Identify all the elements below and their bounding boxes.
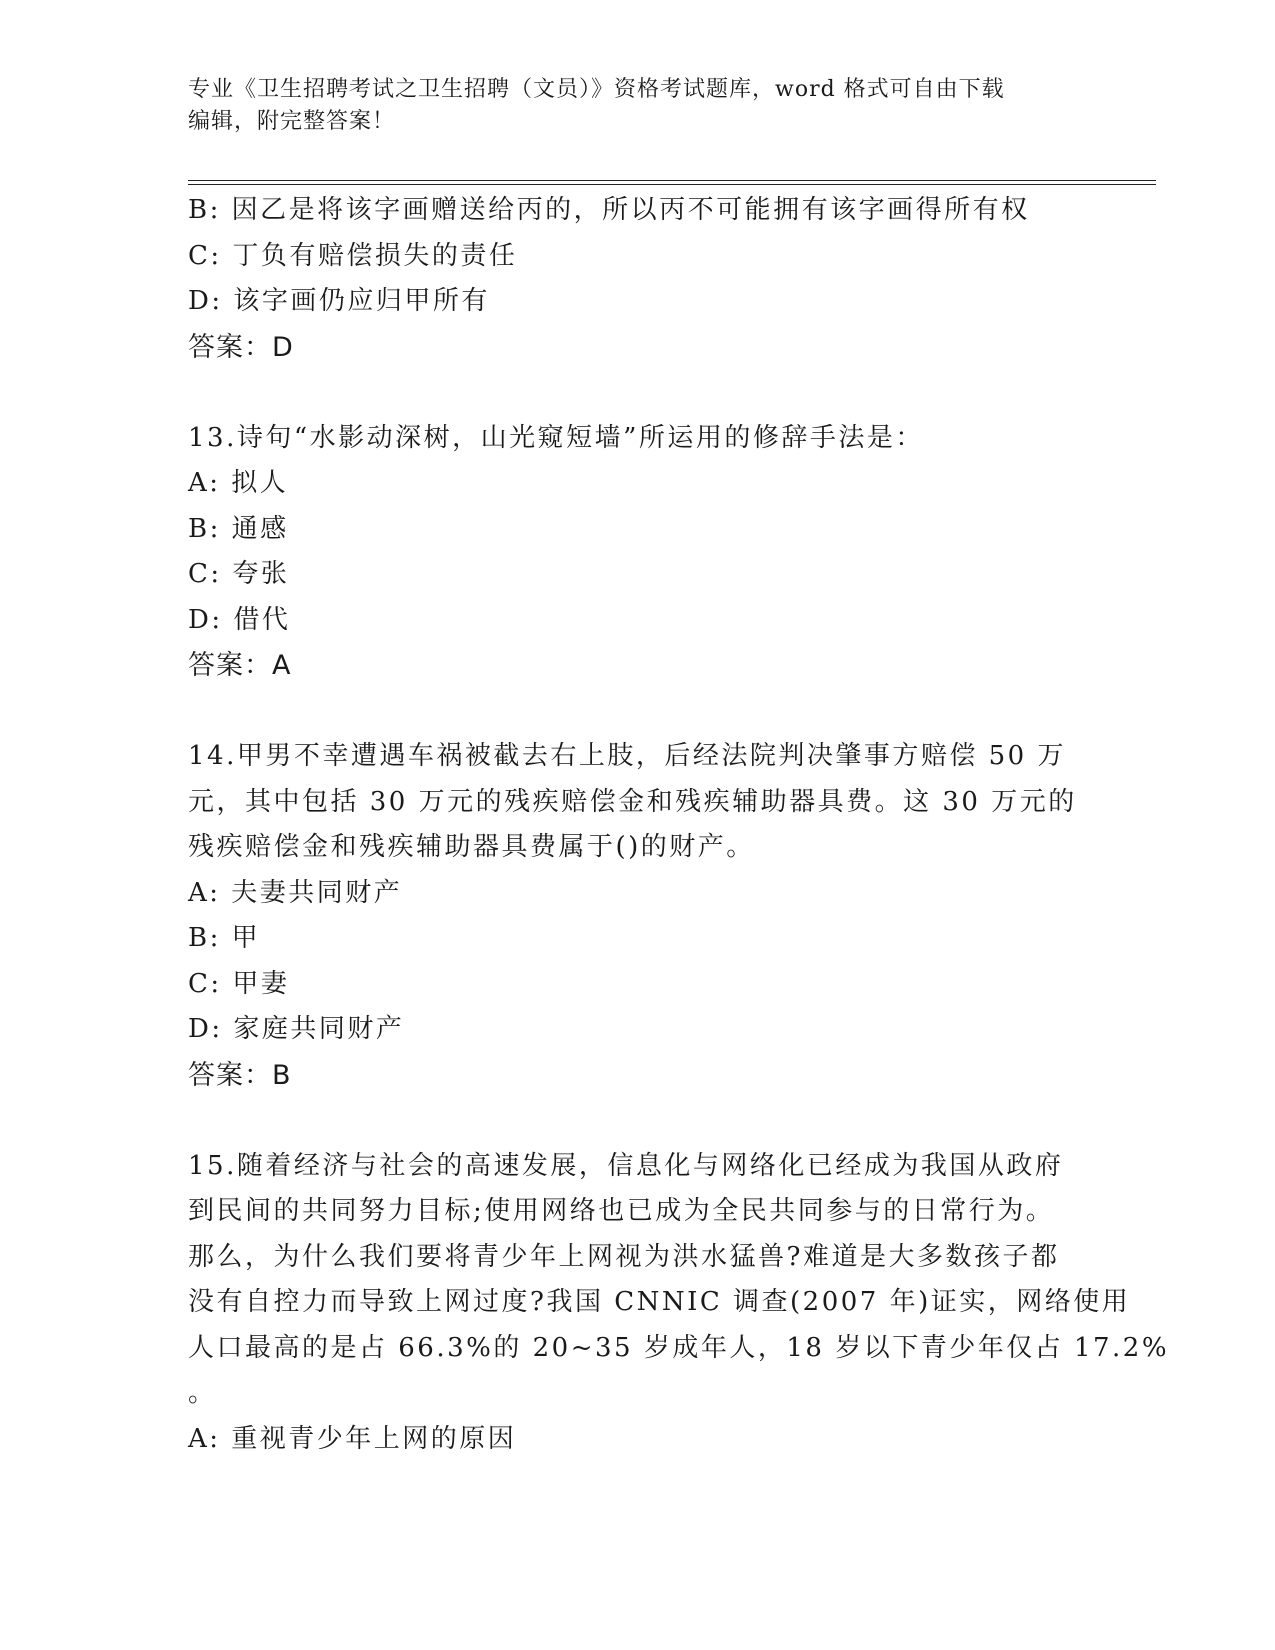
q15-stem-line-5: 人口最高的是占 66.3%的 20~35 岁成年人，18 岁以下青少年仅占 17.2% — [188, 1332, 1170, 1363]
spacer — [188, 1098, 1088, 1144]
header-line-2: 编辑，附完整答案！ — [188, 109, 396, 134]
q13-option-d: D: 借代 — [188, 604, 291, 635]
q14-option-d: D: 家庭共同财产 — [188, 1014, 405, 1044]
question-content — [188, 188, 1170, 1462]
q14-stem-line-2: 元，其中包括 30 万元的残疾赔偿金和残疾辅助器具费。这 30 万元的 — [188, 786, 1077, 817]
q13-option-a: A: 拟人 — [188, 468, 289, 498]
q14-option-b: B: 甲 — [188, 923, 261, 953]
q12-answer: 答案：D — [188, 331, 294, 363]
spacer — [188, 370, 1088, 416]
document-header — [188, 74, 1088, 138]
q15-option-a: A: 重视青少年上网的原因 — [188, 1423, 517, 1454]
header-divider-top — [188, 180, 1156, 181]
q13-answer: 答案：A — [188, 650, 292, 681]
q13-option-c: C: 夸张 — [188, 559, 290, 589]
q14-option-a: A: 夫妻共同财产 — [188, 877, 403, 908]
q15-stem-line-3: 那么，为什么我们要将青少年上网视为洪水猛兽?难道是大多数孩子都 — [188, 1241, 1060, 1272]
q13-stem: 13.诗句“水影动深树，山光窥短墙”所运用的修辞手法是： — [188, 422, 924, 453]
spacer — [188, 689, 1088, 735]
q15-stem-line-2: 到民间的共同努力目标;使用网络也已成为全民共同参与的日常行为。 — [188, 1196, 1055, 1226]
q12-option-c: C: 丁负有赔偿损失的责任 — [188, 240, 518, 271]
q13-option-b: B: 通感 — [188, 513, 289, 544]
q14-answer: 答案：B — [188, 1059, 292, 1091]
q12-option-b: B: 因乙是将该字画赠送给丙的，所以丙不可能拥有该字画得所有权 — [188, 195, 1030, 225]
q12-option-d: D: 该字画仍应归甲所有 — [188, 286, 490, 316]
q14-option-c: C: 甲妻 — [188, 968, 290, 999]
header-line-1: 专业《卫生招聘考试之卫生招聘（文员）》资格考试题库，word 格式可自由下载 — [188, 77, 1005, 102]
q14-stem-line-3: 残疾赔偿金和残疾辅助器具费属于()的财产。 — [188, 832, 755, 862]
q15-stem-line-4: 没有自控力而导致上网过度?我国 CNNIC 调查(2007 年)证实，网络使用 — [188, 1287, 1131, 1317]
q14-stem-line-1: 14.甲男不幸遭遇车祸被截去右上肢，后经法院判决肇事方赔偿 50 万 — [188, 741, 1066, 771]
q15-stem-line-6: 。 — [188, 1378, 217, 1408]
q15-stem-line-1: 15.随着经济与社会的高速发展，信息化与网络化已经成为我国从政府 — [188, 1150, 1064, 1181]
header-divider-bottom — [188, 184, 1156, 185]
